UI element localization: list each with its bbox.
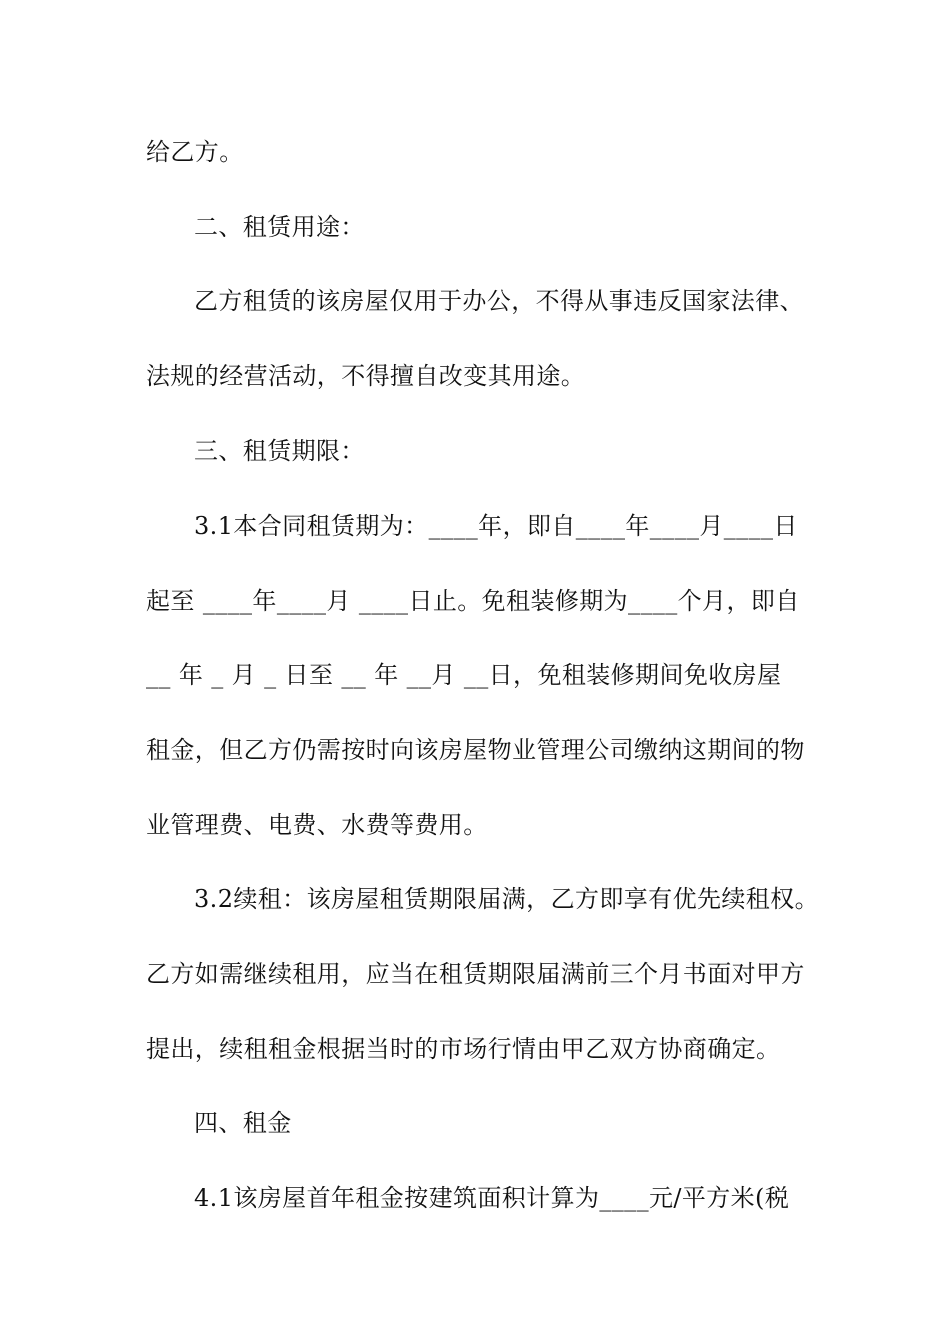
clause-3-2-line-3: 提出，续租租金根据当时的市场行情由甲乙双方协商确定。 — [146, 1035, 781, 1063]
section-heading-rent: 四、租金 — [194, 1109, 292, 1137]
section-heading-term: 三、租赁期限： — [194, 437, 365, 465]
section-heading-purpose: 二、租赁用途： — [194, 213, 365, 241]
clause-4-1-line-1: 4.1该房屋首年租金按建筑面积计算为____元/平方米(税 — [194, 1184, 790, 1212]
clause-3-2-line-2: 乙方如需继续租用，应当在租赁期限届满前三个月书面对甲方 — [146, 960, 805, 988]
clause-3-1-line-2: 起至 ____年____月 ____日止。免租装修期为____个月，即自 — [146, 587, 800, 615]
clause-3-1-line-4: 租金，但乙方仍需按时向该房屋物业管理公司缴纳这期间的物 — [146, 736, 805, 764]
text-line-3: 乙方租赁的该房屋仅用于办公，不得从事违反国家法律、 — [194, 287, 804, 315]
clause-3-1-line-5: 业管理费、电费、水费等费用。 — [146, 811, 488, 839]
clause-3-1-line-1: 3.1本合同租赁期为：____年，即自____年____月____日 — [194, 512, 798, 540]
text-line-1: 给乙方。 — [146, 138, 244, 166]
text-line-4: 法规的经营活动，不得擅自改变其用途。 — [146, 362, 586, 390]
clause-3-1-line-3: __ 年 _ 月 _ 日至 __ 年 __月 __日，免租装修期间免收房屋 — [146, 661, 782, 689]
clause-3-2-line-1: 3.2续租：该房屋租赁期限届满，乙方即享有优先续租权。 — [194, 885, 819, 913]
